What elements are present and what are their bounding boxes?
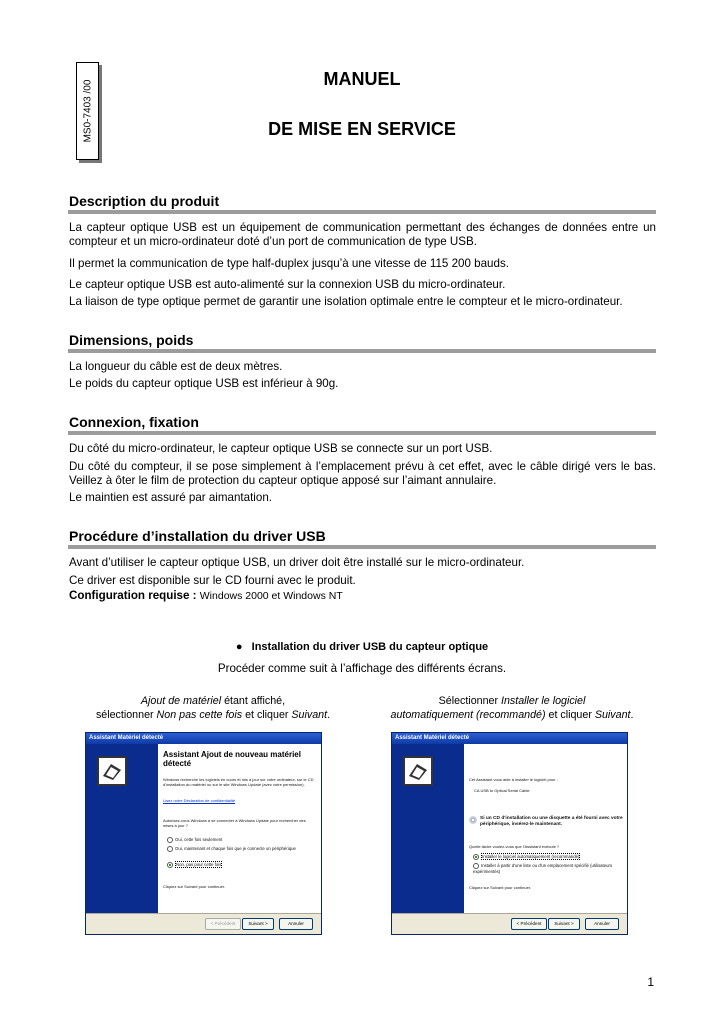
- cancel-button[interactable]: Annuler: [279, 918, 313, 930]
- paragraph: Le capteur optique USB est auto-alimenté sur la connexion USB du micro-ordinateur.: [69, 278, 506, 291]
- wizard-continue-text: Cliquez sur Suivant pour continuer.: [469, 885, 532, 890]
- install-heading-line: [68, 641, 656, 653]
- wizard-screenshot-1: [85, 732, 322, 935]
- section-rule: [68, 431, 656, 435]
- caption-right-text: .: [630, 709, 634, 721]
- caption-left-italic: Suivant: [291, 709, 328, 721]
- radio-label: Installer le logiciel automatiquement (recommandé): [482, 854, 580, 860]
- paragraph: La liaison de type optique permet de garantir une isolation optimale entre le compteur et le micro-ordinateur.: [69, 295, 623, 308]
- radio-label: Oui, maintenant et chaque fois que je connecte un périphérique: [175, 846, 296, 852]
- config-label: Configuration requise :: [69, 589, 197, 602]
- caption-left-text: et cliquer: [242, 709, 292, 721]
- caption-left: [68, 694, 358, 722]
- radio-label: Non, pas pour cette fois: [176, 862, 222, 868]
- radio-option-not-now[interactable]: [167, 862, 222, 868]
- section-heading-procedure: Procédure d’installation du driver USB: [69, 528, 326, 544]
- caption-right-italic: Installer le logiciel: [501, 695, 586, 707]
- title-line-1: MANUEL: [323, 69, 401, 89]
- paragraph: Avant d’utiliser le capteur optique USB, un driver doit être installé sur le micro-ordinateur.: [69, 556, 525, 569]
- wizard-question: Quelle tâche voulez-vous que l'Assistant exécute ?: [469, 844, 560, 849]
- wizard-button-bar: [392, 913, 627, 934]
- section-heading-description: Description du produit: [69, 193, 220, 209]
- radio-button[interactable]: [167, 837, 173, 843]
- radio-option-always[interactable]: [167, 846, 315, 852]
- next-button[interactable]: Suivant >: [242, 918, 274, 930]
- paragraph: Du côté du micro-ordinateur, le capteur optique USB se connecte sur un port USB.: [69, 442, 493, 455]
- radio-button[interactable]: [167, 862, 173, 868]
- radio-label: Installer à partir d'une liste ou d'un emplacement spécifié (utilisateurs expérimentés): [473, 863, 613, 874]
- config-line: [69, 589, 656, 603]
- install-intro: Procéder comme suit à l’affichage des différents écrans.: [217, 662, 507, 675]
- section-rule: [68, 545, 656, 549]
- paragraph: Du côté du compteur, il se pose simplement à l’emplacement prévu à cet effet, avec le câble dirigé vers le bas. Veillez à ôter le film de protection du capteur optique apposé sur l’aimant annulaire.: [69, 460, 656, 487]
- wizard-sidebar: [392, 744, 464, 914]
- wizard-content: [158, 744, 321, 914]
- device-name: CA USB to Optical Serial Cable: [474, 788, 530, 793]
- caption-left-text: sélectionner: [95, 709, 157, 721]
- radio-button[interactable]: [167, 846, 173, 852]
- radio-option-auto[interactable]: [473, 854, 580, 860]
- radio-option-once[interactable]: [167, 837, 222, 843]
- cancel-button[interactable]: Annuler: [585, 918, 619, 930]
- cd-icon: [469, 816, 477, 824]
- paragraph: La capteur optique USB est un équipement de communication permettant des échanges de données entre un compteur et un micro-ordinateur doté d’un port de communication de type USB.: [69, 221, 656, 248]
- paragraph: Ce driver est disponible sur le CD fourni avec le produit.: [69, 574, 356, 587]
- wizard-screenshot-2: [391, 732, 628, 935]
- caption-right: [362, 694, 662, 722]
- radio-button[interactable]: [473, 854, 479, 860]
- dialog-titlebar: Assistant Matériel détecté: [392, 733, 627, 744]
- paragraph: Le poids du capteur optique USB est inférieur à 90g.: [69, 377, 339, 390]
- hardware-wizard-icon: [97, 756, 127, 786]
- caption-left-italic: Non pas cette fois: [156, 709, 243, 721]
- privacy-link[interactable]: Lisez notre Déclaration de confidentialité: [163, 798, 236, 803]
- caption-right-italic: automatiquement (recommandé): [390, 709, 546, 721]
- wizard-text: Windows recherche les logiciels en cours et mis à jour sur votre ordinateur, sur le CD d'installation du matériel ou sur le site Windows Update (avec votre permission).: [163, 777, 314, 787]
- wizard-continue-text: Cliquez sur Suivant pour continuer.: [163, 884, 226, 889]
- bullet: ●: [235, 641, 243, 653]
- caption-left-text: .: [327, 709, 331, 721]
- next-button[interactable]: Suivant >: [548, 918, 580, 930]
- paragraph: Il permet la communication de type half-duplex jusqu’à une vitesse de 115 200 bauds.: [69, 257, 509, 270]
- paragraph: La longueur du câble est de deux mètres.: [69, 360, 283, 373]
- caption-right-italic: Suivant: [594, 709, 631, 721]
- title-line-2: DE MISE EN SERVICE: [268, 119, 456, 139]
- radio-label: Oui, cette fois seulement: [175, 837, 223, 843]
- caption-left-italic: Ajout de matériel: [140, 695, 222, 707]
- section-heading-connexion: Connexion, fixation: [69, 414, 199, 430]
- radio-option-manual[interactable]: [473, 863, 623, 874]
- section-rule: [68, 349, 656, 353]
- wizard-text: Cet Assistant vous aide à installer le logiciel pour :: [469, 777, 558, 782]
- caption-right-text: Sélectionner: [438, 695, 502, 707]
- wizard-question: Autorisez-vous Windows à se connecter à Windows Update pour rechercher des mises à jour ?: [163, 818, 306, 828]
- wizard-heading: Assistant Ajout de nouveau matériel détecté: [163, 750, 301, 768]
- caption-right-text: et cliquer: [545, 709, 595, 721]
- wizard-button-bar: [86, 913, 321, 934]
- config-value: Windows 2000 et Windows NT: [199, 590, 343, 602]
- hardware-wizard-icon: [403, 756, 433, 786]
- section-rule: [68, 210, 656, 214]
- previous-button[interactable]: < Précédent: [511, 918, 547, 930]
- document-reference-box: [76, 62, 99, 160]
- caption-left-text: étant affiché,: [221, 695, 286, 707]
- page-number: 1: [647, 975, 654, 989]
- wizard-content: [464, 744, 627, 914]
- cd-instruction: Si un CD d'installation ou une disquette a été fourni avec votre périphérique, insérez-le maintenant.: [480, 816, 623, 827]
- install-heading: Installation du driver USB du capteur optique: [251, 641, 489, 653]
- section-heading-dimensions: Dimensions, poids: [69, 332, 194, 348]
- dialog-titlebar: Assistant Matériel détecté: [86, 733, 321, 744]
- wizard-sidebar: [86, 744, 158, 914]
- paragraph: Le maintien est assuré par aimantation.: [69, 491, 273, 504]
- previous-button[interactable]: < Précédent: [205, 918, 241, 930]
- document-reference: MS0-7403 /00: [82, 79, 93, 143]
